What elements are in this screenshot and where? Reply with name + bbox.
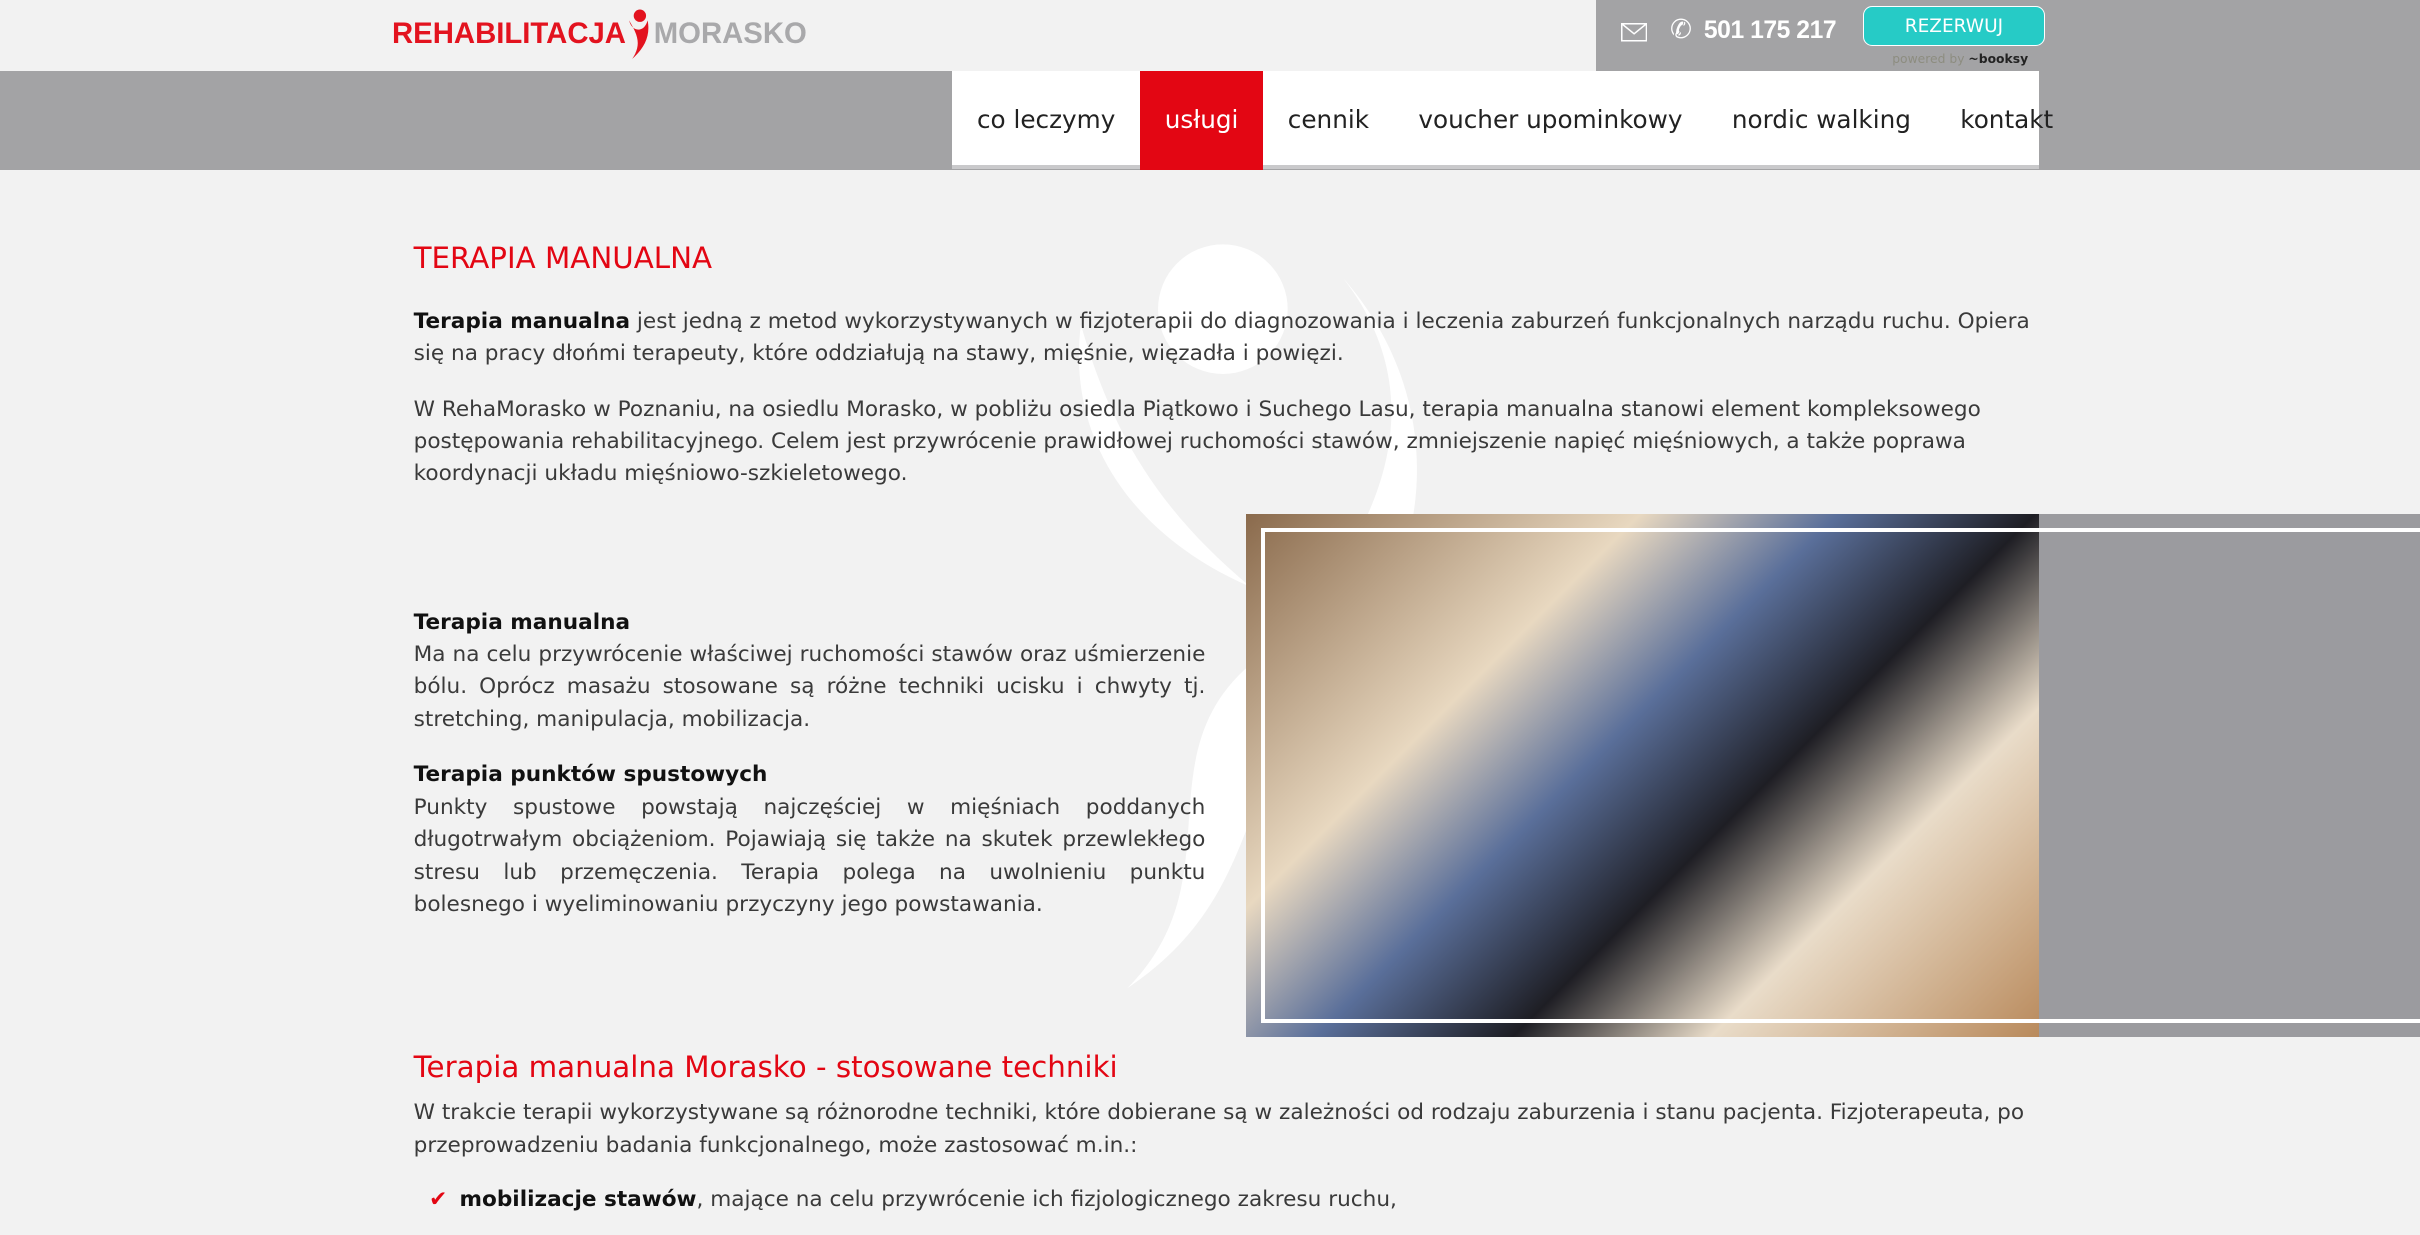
nav-item-uslugi[interactable]: usługi — [1140, 71, 1263, 170]
photo-frame — [1261, 528, 2420, 1023]
phone-icon[interactable]: ✆ — [1669, 15, 1692, 46]
nav-item-nordic-walking[interactable]: nordic walking — [1731, 104, 1911, 134]
logo-figure-icon — [626, 8, 654, 60]
technique-block — [414, 759, 1206, 921]
booksy-logo-text: booksy — [1978, 52, 2029, 67]
nav-item-kontakt[interactable]: kontakt — [1960, 104, 2054, 134]
check-icon: ✔ — [429, 1186, 448, 1212]
list-item-bold: mobilizacje stawów — [459, 1186, 697, 1212]
powered-by-text: powered by — [1892, 52, 1965, 67]
intro-paragraph — [414, 306, 2035, 371]
intro-text: jest jedną z metod wykorzystywanych w fizjoterapii do diagnozowania i leczenia zaburzeń funkcjonalnych narządu ruchu. Opiera się na pracy dłońmi terapeuty, które oddziałują na stawy, mięśnie, więzadła i powięzi. — [413, 308, 2030, 366]
section-subtitle: Terapia manualna Morasko - stosowane techniki — [413, 1049, 1118, 1084]
technique-heading: Terapia manualna — [413, 609, 631, 635]
book-button[interactable]: REZERWUJ — [1863, 6, 2045, 46]
technique-text: Punkty spustowe powstają najczęściej w mięśniach poddanych długotrwałym obciążeniom. Pojawiają się także na skutek przewlekłego stresu lub przemęczenia. Terapia polega na uwolnieniu punktu bolesnego i wyeliminowaniu przyczyny jego powstawania. — [413, 794, 1206, 917]
intro-bold: Terapia manualna — [413, 308, 631, 334]
phone-number[interactable]: 501 175 217 — [1703, 16, 1837, 44]
powered-by-booksy[interactable]: powered by ~booksy — [1892, 52, 2029, 67]
nav-item-cennik[interactable]: cennik — [1287, 104, 1369, 134]
technique-text: Ma na celu przywrócenie właściwej ruchomości stawów oraz uśmierzenie bólu. Oprócz masażu stosowane są różne techniki ucisku i chwyty tj. stretching, manipulacja, mobilizacja. — [413, 641, 1206, 732]
mail-icon[interactable] — [1621, 23, 1647, 42]
list-item-text: , mające na celu przywrócenie ich fizjologicznego zakresu ruchu, — [696, 1186, 1397, 1212]
techniques-paragraph: W trakcie terapii wykorzystywane są różnorodne techniki, które dobierane są w zależności od rodzaju zaburzenia i stanu pacjenta. Fizjoterapeuta, po przeprowadzeniu badania funkcjonalnego, może zastosować m.in.: — [413, 1100, 2025, 1158]
technique-block — [414, 607, 1206, 737]
location-paragraph: W RehaMorasko w Poznaniu, na osiedlu Morasko, w pobliżu osiedla Piątkowo i Suchego Lasu, terapia manualna stanowi element kompleksowego postępowania rehabilitacyjnego. Celem jest przywrócenie prawidłowej ruchomości stawów, zmniejszenie napięć mięśniowych, a także poprawa koordynacji układu mięśniowo-szkieletowego. — [413, 396, 1981, 487]
list-item — [429, 1187, 1397, 1212]
nav-item-co-leczymy[interactable]: co leczymy — [976, 104, 1116, 134]
page-title: TERAPIA MANUALNA — [413, 240, 713, 275]
nav-item-voucher[interactable]: voucher upominkowy — [1418, 104, 1683, 134]
main-nav — [952, 71, 2054, 169]
technique-heading: Terapia punktów spustowych — [413, 762, 768, 788]
logo[interactable]: REHABILITACJA MORASKO — [392, 6, 807, 62]
